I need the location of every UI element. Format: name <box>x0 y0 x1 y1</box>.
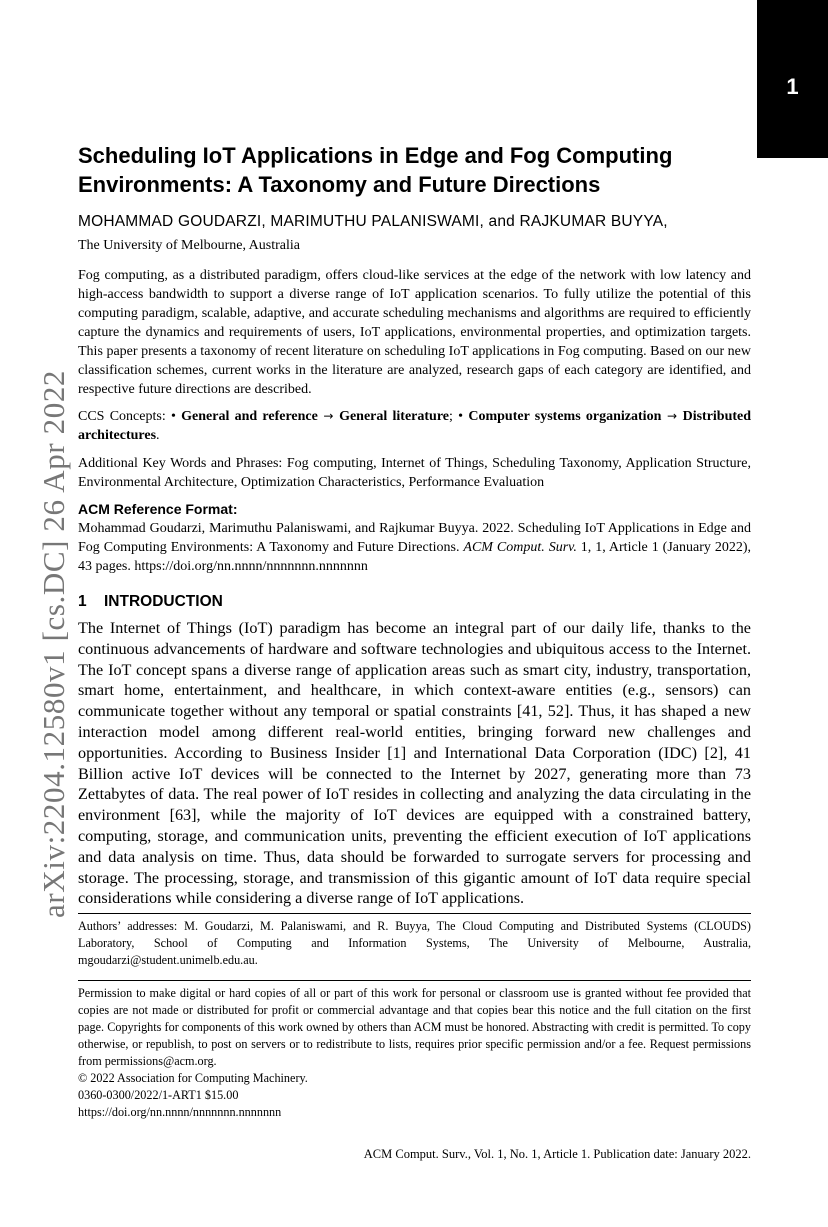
section-number: 1 <box>78 593 87 610</box>
issn-line: 0360-0300/2022/1-ART1 $15.00 <box>78 1088 239 1102</box>
ccs-concept-4: Distributed architectures <box>78 409 752 443</box>
acm-reference <box>78 519 751 576</box>
arrow-icon: → <box>661 409 683 423</box>
ccs-separator: ; • <box>449 409 469 424</box>
page-number: 1 <box>786 74 799 99</box>
keywords: Additional Key Words and Phrases: Fog computing, Internet of Things, Scheduling Taxonomy, Application Structure, Environmental Architecture, Optimization Characteristics, Performance Evaluation <box>78 456 751 490</box>
arxiv-stamp: arXiv:2204.12580v1 [cs.DC] 26 Apr 2022 <box>36 369 71 918</box>
doi-line: https://doi.org/nn.nnnn/nnnnnnn.nnnnnnn <box>78 1105 282 1119</box>
authors-addresses: Authors’ addresses: M. Goudarzi, M. Palaniswami, and R. Buyya, The Cloud Computing and Distributed Systems (CLOUDS) Laboratory, School of Computing and Information Systems, The University of Melbourne, Australia, mgoudarzi@student.unimelb.edu.au. <box>78 919 751 967</box>
paper-title: Scheduling IoT Applications in Edge and Fog Computing Environments: A Taxonomy and Future Directions <box>78 143 673 197</box>
abstract: Fog computing, as a distributed paradigm, offers cloud-like services at the edge of the network with low latency and high-access bandwidth to support a diverse range of IoT application scenarios. To fully utilize the potential of this computing paradigm, scalable, adaptive, and accurate scheduling mechanisms and algorithms are required to efficiently capture the dynamics and requirements of users, IoT applications, environmental properties, and optimization targets. This paper presents a taxonomy of recent literature on scheduling IoT applications in Fog computing. Based on our new classification schemes, current works in the literature are analyzed, research gaps of each category are identified, and respective future directions are described. <box>78 268 751 397</box>
acm-reference-text: Mohammad Goudarzi, Marimuthu Palaniswami, and Rajkumar Buyya. 2022. Scheduling IoT Applications in Edge and Fog Computing Environments: A Taxonomy and Future Directions. <box>78 521 751 555</box>
permission-block <box>78 985 751 1121</box>
permission-notice: Permission to make digital or hard copies of all or part of this work for personal or classroom use is granted without fee provided that copies are not made or distributed for profit or commercial advantage and that copies bear this notice and the full citation on the first page. Copyrights for components of this work owned by others than ACM must be honored. Abstracting with credit is permitted. To copy otherwise, or republish, to post on servers or to redistribute to lists, requires prior specific permission and/or a fee. Request permissions from permissions@acm.org. <box>78 986 751 1068</box>
ccs-prefix: CCS Concepts: • <box>78 409 182 424</box>
ccs-concept-1: General and reference <box>181 409 318 424</box>
ccs-concept-2: General literature <box>339 409 450 424</box>
page-footer: ACM Comput. Surv., Vol. 1, No. 1, Article 1. Publication date: January 2022. <box>363 1147 751 1161</box>
permission-divider <box>78 980 751 981</box>
page-number-tab <box>757 0 828 158</box>
ccs-end: . <box>156 428 160 443</box>
ccs-concepts <box>78 407 751 445</box>
section-title: INTRODUCTION <box>104 593 223 610</box>
copyright-line: © 2022 Association for Computing Machinery. <box>78 1071 308 1085</box>
footnote-divider <box>78 913 751 914</box>
section-heading <box>78 593 751 611</box>
acm-reference-details: 1, 1, Article 1 (January 2022), 43 pages. https://doi.org/nn.nnnn/nnnnnnn.nnnnnnn <box>78 540 751 574</box>
introduction-paragraph: The Internet of Things (IoT) paradigm has become an integral part of our daily life, thanks to the continuous advancements of hardware and software technologies and ubiquitous access to the Internet. The IoT concept spans a diverse range of application areas such as smart city, industry, transportation, smart home, entertainment, and healthcare, in which context-aware entities (e.g., sensors) can communicate together without any temporal or spatial constraints [41, 52]. Thus, it has shaped a new interaction model among different real-world entities, bringing forward new challenges and opportunities. According to Business Insider [1] and International Data Corporation (IDC) [2], 41 Billion active IoT devices will be connected to the Internet by 2027, generating more than 73 Zettabytes of data. The real power of IoT resides in collecting and analyzing the data circulating in the environment [63], while the majority of IoT devices are equipped with a constrained battery, computing, storage, and communication units, preventing the efficient execution of IoT applications and data analysis on time. Thus, data should be forwarded to surrogate servers for processing and storage. The processing, storage, and transmission of this gigantic amount of IoT data require special considerations while considering a diverse range of IoT applications. <box>78 619 751 908</box>
author-list: MOHAMMAD GOUDARZI, MARIMUTHU PALANISWAMI, and RAJKUMAR BUYYA, <box>78 213 668 230</box>
acm-reference-journal: ACM Comput. Surv. <box>463 540 577 555</box>
acm-reference-heading: ACM Reference Format: <box>78 501 238 517</box>
arrow-icon: → <box>317 409 340 423</box>
affiliation: The University of Melbourne, Australia <box>78 238 301 253</box>
ccs-concept-3: Computer systems organization <box>468 409 662 424</box>
